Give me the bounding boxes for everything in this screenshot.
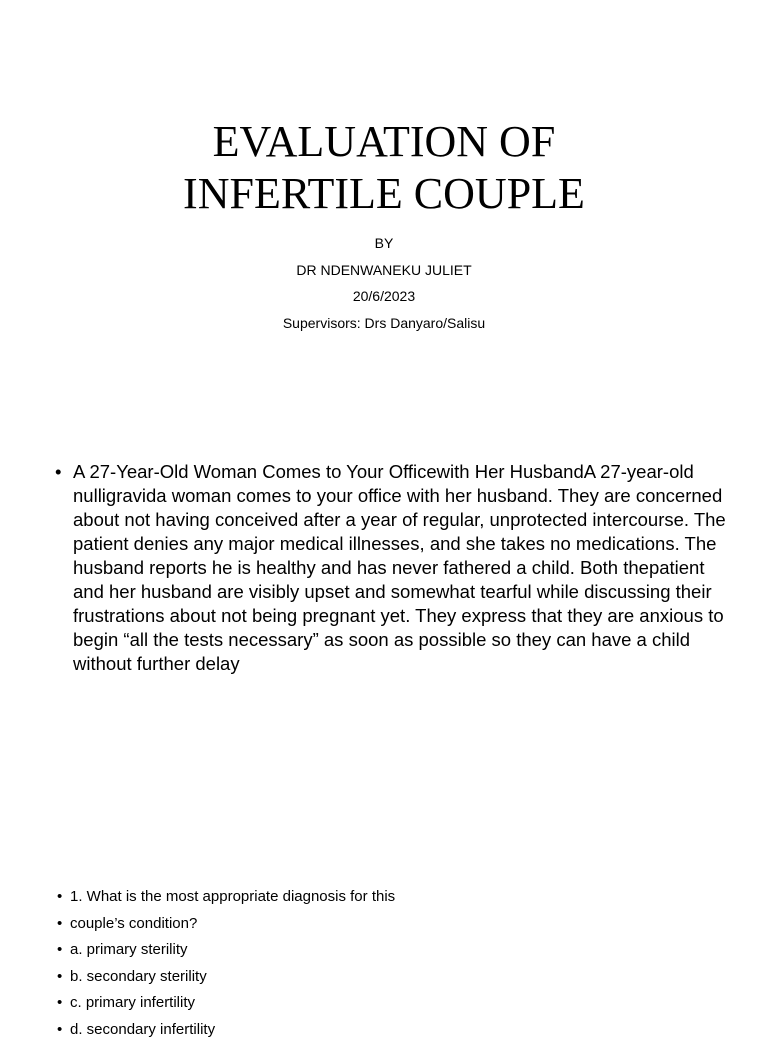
by-label: BY (0, 230, 768, 257)
case-slide (0, 400, 768, 824)
option-a: a. primary sterility (70, 937, 188, 964)
question-line: 1. What is the most appropriate diagnosis for this (70, 884, 395, 911)
supervisors: Supervisors: Drs Danyaro/Salisu (0, 310, 768, 337)
list-item (57, 911, 737, 938)
bullet-marker: • (57, 990, 70, 1017)
bullet-marker: • (57, 1017, 70, 1043)
slide-title (0, 116, 768, 220)
list-item (57, 990, 737, 1017)
title-line-1: EVALUATION OF (0, 116, 768, 168)
title-line-2: INFERTILE COUPLE (0, 168, 768, 220)
question-list (57, 884, 737, 1043)
presentation-date: 20/6/2023 (0, 283, 768, 310)
bullet-marker: • (57, 964, 70, 991)
case-text: A 27-Year-Old Woman Comes to Your Officewith Her HusbandA 27-year-old nulligravida woman comes to your office with her husband. They are concerned about not having conceived after a year of regular, unprotected intercourse. The patient denies any major medical illnesses, and she takes no medications. The husband reports he is healthy and has never fathered a child. Both thepatient and her husband are visibly upset and somewhat tearful while discussing their frustrations about not being pregnant yet. They express that they are anxious to begin “all the tests necessary” as soon as possible so they can have a child without further delay (73, 460, 735, 676)
list-item (57, 937, 737, 964)
bullet-marker: • (55, 460, 73, 676)
option-d: d. secondary infertility (70, 1017, 215, 1043)
option-b: b. secondary sterility (70, 964, 207, 991)
bullet-marker: • (57, 884, 70, 911)
list-item (57, 964, 737, 991)
bullet-marker: • (57, 911, 70, 938)
list-item (57, 884, 737, 911)
case-bullet (55, 460, 735, 676)
option-c: c. primary infertility (70, 990, 195, 1017)
bullet-marker: • (57, 937, 70, 964)
question-slide (0, 824, 768, 1024)
slide-subtitle (0, 230, 768, 336)
list-item (57, 1017, 737, 1043)
author-name: DR NDENWANEKU JULIET (0, 257, 768, 284)
question-line: couple’s condition? (70, 911, 197, 938)
title-slide (0, 0, 768, 400)
